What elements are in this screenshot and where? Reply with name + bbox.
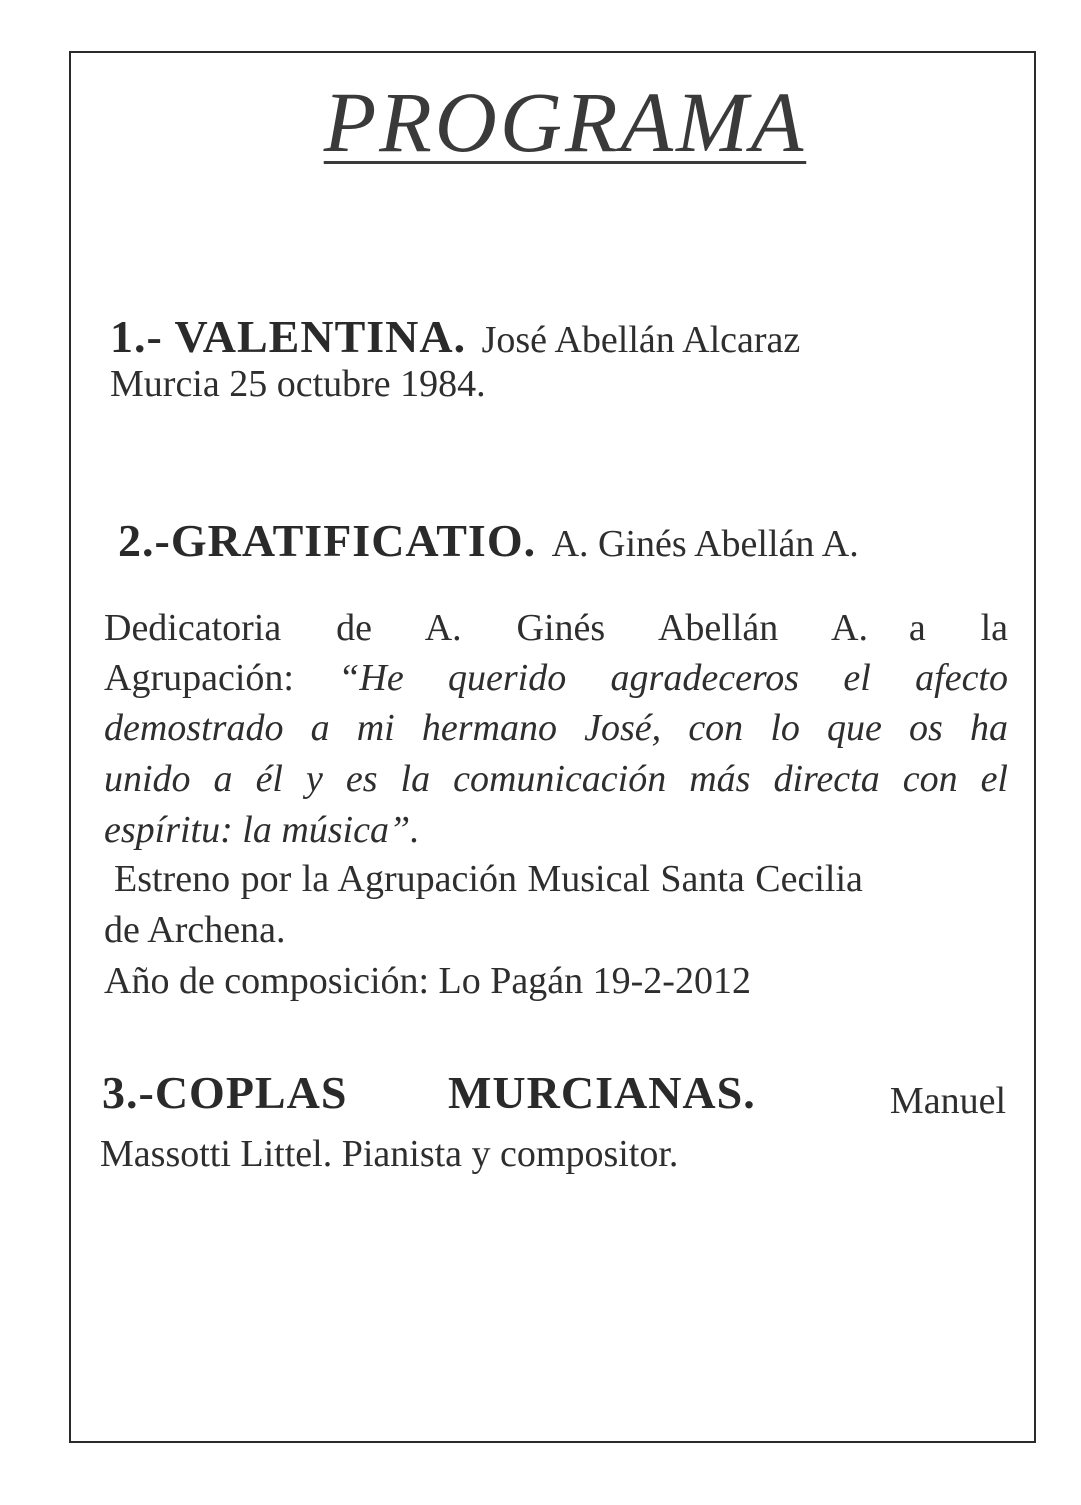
page-title: PROGRAMA	[323, 74, 807, 170]
premiere-line-1: Estreno por la Agrupación Musical Santa Cecilia	[114, 858, 863, 900]
item-3-composer-a: Manuel	[889, 1080, 1006, 1122]
dedication-line-3: demostrado a mi hermano José, con lo que os ha	[104, 707, 1008, 749]
item-1-heading: 1.- VALENTINA.	[110, 311, 467, 362]
dedication-text-1b: a la	[908, 607, 1009, 649]
dedication-line-4: unido a él y es la comunicación más directa con el	[104, 758, 1008, 800]
dedication-text-1a: Dedicatoria de A. Ginés Abellán A.	[104, 607, 868, 649]
dedication-line-2	[104, 659, 1008, 697]
item-3-heading-b: MURCIANAS.	[448, 1067, 756, 1118]
item-2-line-1	[118, 515, 859, 566]
item-3-heading-a: 3.-COPLAS	[102, 1067, 348, 1118]
premiere-line-2: de Archena.	[104, 909, 286, 951]
dedication-quote-2: “He querido agradeceros el afecto	[338, 657, 1008, 699]
item-2-heading: 2.-GRATIFICATIO.	[118, 515, 537, 566]
composition-year: Año de composición: Lo Pagán 19-2-2012	[104, 960, 751, 1002]
item-1-composer: José Abellán Alcaraz	[481, 319, 801, 361]
item-1-line-1	[110, 311, 801, 362]
dedication-line-5: espíritu: la música”.	[104, 809, 420, 851]
item-1-line-2: Murcia 25 octubre 1984.	[110, 363, 486, 405]
item-2-composer: A. Ginés Abellán A.	[551, 523, 859, 565]
dedication-line-1	[104, 609, 1008, 647]
dedication-text-2a: Agrupación:	[104, 657, 294, 699]
item-3-line-2: Massotti Littel. Pianista y compositor.	[100, 1133, 679, 1175]
